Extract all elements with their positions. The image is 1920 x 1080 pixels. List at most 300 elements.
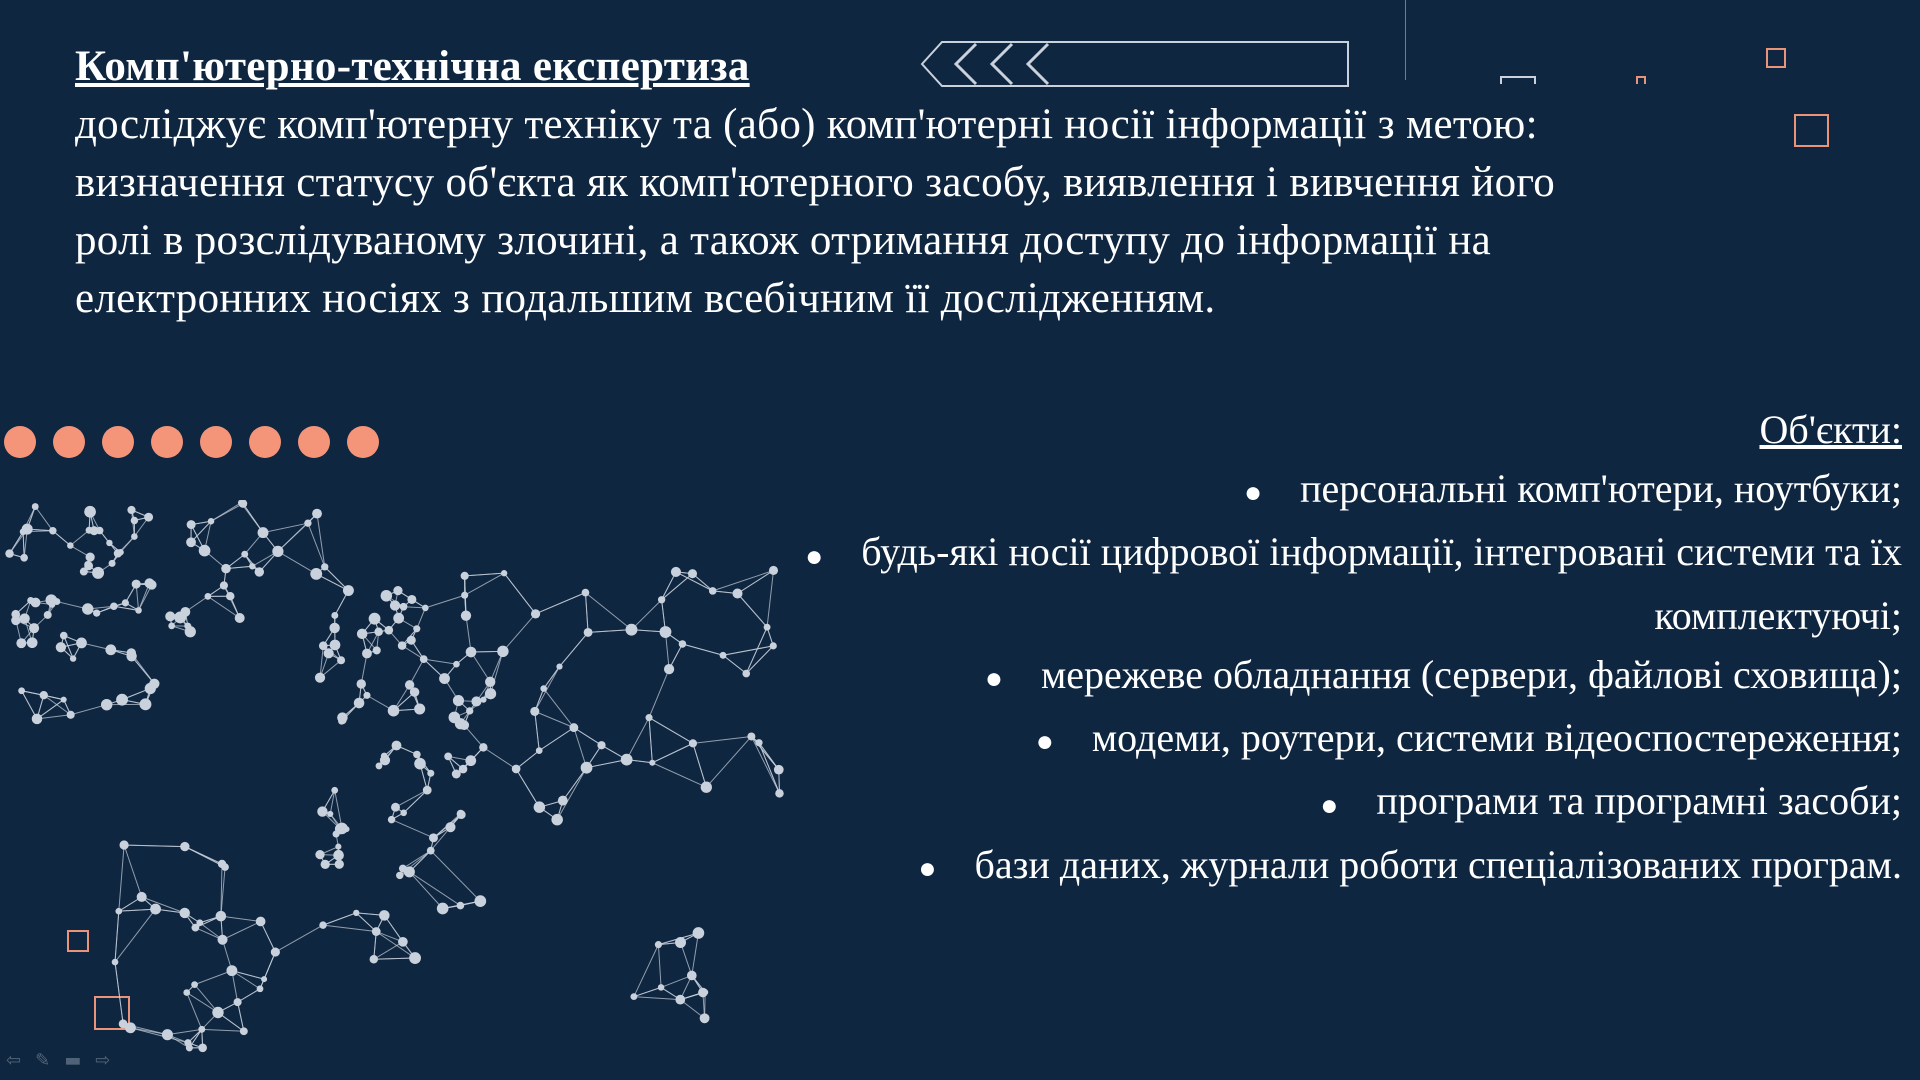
network-node (569, 723, 578, 732)
network-node (471, 696, 481, 706)
network-node (61, 697, 67, 703)
network-node (370, 955, 378, 963)
network-node (70, 655, 76, 661)
network-node (310, 568, 322, 580)
list-item (622, 645, 1902, 708)
network-link (535, 711, 539, 750)
network-node (165, 611, 175, 621)
network-link (130, 1028, 187, 1043)
network-node (357, 679, 366, 688)
network-node (31, 598, 41, 608)
objects-section (622, 400, 1902, 898)
network-node (122, 599, 129, 606)
network-node (131, 517, 138, 524)
network-link (115, 962, 123, 1024)
network-node (329, 623, 339, 633)
network-node (258, 527, 269, 538)
network-node (321, 563, 328, 570)
network-node (127, 506, 135, 514)
network-link (403, 851, 431, 869)
network-node (315, 850, 324, 859)
network-node (93, 609, 100, 616)
network-node (597, 741, 605, 749)
network-node (536, 747, 543, 754)
network-node (407, 636, 416, 645)
network-node (398, 937, 408, 947)
network-node (461, 572, 469, 580)
network-node (226, 965, 237, 976)
network-node (198, 1043, 207, 1052)
accent-dot (200, 426, 232, 458)
network-node (76, 638, 87, 649)
network-link (275, 925, 323, 952)
network-node (331, 612, 338, 619)
network-node (413, 625, 420, 632)
network-node (369, 613, 381, 625)
network-link (587, 760, 627, 768)
network-node (388, 816, 395, 823)
network-link (539, 728, 574, 751)
network-node (373, 646, 381, 654)
network-node (249, 563, 255, 569)
network-node (391, 803, 400, 812)
network-link (323, 925, 376, 931)
network-node (86, 553, 95, 562)
network-node (534, 801, 545, 812)
bullet-icon: ● (918, 851, 937, 885)
network-link (634, 945, 659, 997)
network-link (261, 921, 276, 952)
bullet-icon: ● (1035, 725, 1054, 759)
accent-dot (102, 426, 134, 458)
network-node (44, 611, 52, 619)
slideshow-toolbar (6, 1050, 110, 1071)
network-node (540, 685, 547, 692)
network-node (400, 603, 408, 611)
network-node (427, 847, 435, 855)
network-node (221, 564, 231, 574)
network-node (420, 655, 428, 663)
chevron-arrow-bar (920, 40, 1360, 90)
network-node (353, 910, 359, 916)
network-link (516, 751, 539, 769)
network-link (392, 820, 434, 838)
accent-dot (151, 426, 183, 458)
network-node (119, 840, 128, 849)
network-node (261, 976, 267, 982)
network-node (199, 545, 211, 557)
network-node (92, 567, 104, 579)
slides-icon[interactable]: ▬ (64, 1050, 82, 1071)
network-node (362, 649, 372, 659)
network-node (256, 917, 266, 927)
network-link (187, 993, 202, 1030)
accent-dot (347, 426, 379, 458)
network-link (504, 573, 535, 614)
network-node (321, 860, 330, 869)
network-node (140, 698, 152, 710)
network-node (393, 586, 402, 595)
network-node (427, 770, 434, 777)
network-node (385, 626, 394, 635)
network-node (239, 500, 248, 508)
network-node (337, 712, 348, 723)
network-node (221, 863, 229, 871)
list-item (622, 708, 1902, 771)
network-node (145, 578, 155, 588)
network-node (191, 981, 198, 988)
network-node (5, 549, 13, 557)
network-node (109, 560, 116, 567)
network-node (132, 580, 141, 589)
bullet-icon: ● (1244, 476, 1263, 510)
network-link (491, 651, 503, 693)
pen-icon[interactable]: ✎ (35, 1050, 51, 1071)
network-node (90, 526, 99, 535)
network-node (501, 570, 507, 576)
bullet-icon: ● (805, 539, 824, 573)
network-node (372, 927, 381, 936)
network-node (630, 993, 637, 1000)
slide-text (75, 38, 1635, 328)
network-node (220, 581, 228, 589)
network-node (444, 753, 452, 761)
network-node (531, 609, 540, 618)
network-node (106, 540, 112, 546)
network-node (466, 707, 473, 714)
network-node (185, 626, 196, 637)
network-node (485, 688, 496, 699)
divider-line (1405, 0, 1406, 80)
network-node (135, 607, 142, 614)
network-node (405, 680, 414, 689)
network-node (27, 637, 38, 648)
list-item-text: персональні комп'ютери, ноутбуки; (1300, 466, 1902, 511)
network-node (16, 638, 26, 648)
network-link (374, 958, 415, 959)
network-node (452, 770, 461, 779)
network-node (429, 833, 438, 842)
network-node (319, 921, 326, 928)
network-link (585, 593, 588, 633)
network-link (658, 945, 661, 988)
accent-dot (298, 426, 330, 458)
network-node (381, 753, 388, 760)
network-node (558, 796, 568, 806)
network-node (319, 641, 328, 650)
network-node (20, 554, 28, 562)
network-node (174, 612, 186, 624)
network-node (317, 806, 327, 816)
network-node (198, 1026, 205, 1033)
network-node (105, 644, 116, 655)
network-link (323, 913, 356, 925)
slide-description: досліджує комп'ютерну техніку та (або) комп'ютерні носії інформації з метою: визначення статусу об'єкта як комп'ютерного засобу, виявлення і вивчення його ролі в розслідуваному злочині, а також отримання доступу до інформації на електронних носіях з подальшим всебічним її дослідженням. (75, 101, 1556, 322)
network-link (557, 768, 586, 820)
network-node (423, 786, 432, 795)
network-node (216, 911, 227, 922)
network-node (396, 872, 403, 879)
network-node (304, 520, 311, 527)
network-node (208, 518, 214, 524)
network-node (241, 551, 248, 558)
list-item (622, 771, 1902, 834)
network-node (11, 616, 21, 626)
network-node (335, 824, 346, 835)
bullet-icon: ● (984, 661, 1003, 695)
network-link (503, 614, 536, 651)
network-node (422, 605, 429, 612)
network-node (693, 927, 705, 939)
network-node (658, 984, 665, 991)
network-node (457, 902, 465, 910)
network-link (466, 616, 471, 652)
network-node (584, 628, 593, 637)
network-node (414, 703, 425, 714)
objects-heading: Об'єкти: (1759, 407, 1902, 452)
network-node (700, 1013, 710, 1023)
network-node (381, 590, 393, 602)
network-link (692, 933, 699, 975)
network-node (186, 1044, 193, 1051)
network-node (453, 661, 460, 668)
network-node (582, 589, 590, 597)
network-node (324, 648, 334, 658)
network-link (516, 769, 539, 807)
list-item-text: будь-які носії цифрової інформації, інтегровані системи та їх комплектуючі; (861, 529, 1902, 638)
network-node (379, 910, 390, 921)
network-link (634, 997, 680, 1000)
network-node (80, 568, 88, 576)
network-node (354, 698, 365, 709)
network-node (675, 995, 685, 1005)
network-node (453, 695, 464, 706)
deco-square (1794, 114, 1829, 147)
network-node (117, 549, 123, 555)
network-link (221, 916, 261, 921)
network-node (40, 691, 48, 699)
network-node (465, 755, 476, 766)
list-item-text: модеми, роутери, системи відеоспостереження; (1091, 714, 1902, 760)
network-node (315, 673, 325, 683)
network-node (437, 903, 449, 915)
network-link (115, 911, 119, 962)
network-link (202, 1029, 244, 1031)
network-node (67, 542, 74, 549)
network-link (278, 551, 316, 573)
network-node (272, 546, 283, 557)
list-item (622, 459, 1902, 522)
network-link (195, 971, 232, 985)
network-node (125, 1022, 136, 1033)
network-node (474, 895, 486, 907)
network-node (183, 989, 190, 996)
network-node (675, 937, 686, 948)
network-link (465, 573, 504, 576)
network-node (168, 623, 175, 630)
list-item-text: бази даних, журнали роботи спеціалізованих програм. (974, 841, 1902, 887)
network-node (150, 904, 161, 915)
network-node (226, 592, 234, 600)
network-node (144, 513, 153, 522)
network-node (162, 1029, 173, 1040)
network-node (461, 592, 468, 599)
network-node (512, 765, 521, 774)
network-node (330, 640, 341, 651)
network-node (46, 594, 58, 606)
network-node (115, 908, 122, 915)
list-item-text: програми та програмні засоби; (1376, 778, 1902, 824)
accent-dot (249, 426, 281, 458)
network-node (255, 567, 264, 576)
network-node (530, 707, 539, 716)
network-link (23, 532, 24, 558)
network-link (483, 747, 516, 769)
network-link (308, 523, 325, 567)
network-link (574, 728, 602, 746)
network-node (187, 520, 196, 529)
network-node (149, 679, 159, 689)
network-node (393, 613, 404, 624)
network-node (337, 656, 345, 664)
network-link (70, 530, 89, 545)
network-node (60, 632, 68, 640)
network-node (116, 694, 128, 706)
network-node (18, 687, 25, 694)
network-node (56, 642, 66, 652)
network-node (333, 850, 344, 861)
network-node (581, 762, 593, 774)
back-arrow-icon[interactable]: ⇦ (6, 1050, 22, 1071)
network-node (19, 613, 29, 623)
network-node (331, 787, 338, 794)
network-node (363, 692, 370, 699)
network-link (536, 593, 586, 614)
network-node (466, 647, 477, 658)
forward-arrow-icon[interactable]: ⇨ (95, 1050, 111, 1071)
network-node (335, 844, 341, 850)
network-node (413, 751, 421, 759)
bullet-icon: ● (1320, 788, 1339, 822)
network-node (32, 503, 39, 510)
network-node (376, 763, 383, 770)
network-link (425, 595, 464, 608)
network-node (271, 948, 280, 957)
network-node (67, 711, 75, 719)
deco-square (1500, 76, 1536, 84)
network-node (399, 865, 407, 873)
list-item (622, 522, 1902, 644)
network-node (235, 613, 245, 623)
accent-dot (4, 426, 36, 458)
network-node (29, 623, 39, 633)
network-node (101, 699, 112, 710)
network-node (457, 810, 466, 819)
network-link (124, 845, 185, 847)
network-link (471, 652, 490, 682)
network-link (223, 921, 261, 939)
network-node (335, 860, 344, 869)
network-node (192, 924, 200, 932)
network-link (124, 845, 142, 897)
network-node (388, 705, 400, 717)
network-node (257, 985, 264, 992)
network-node (84, 561, 91, 568)
network-node (82, 603, 93, 614)
network-link (263, 523, 308, 532)
slide-title: Комп'ютерно-технічна експертиза (75, 43, 750, 90)
network-node (312, 509, 322, 519)
network-node (414, 758, 426, 770)
network-node (357, 629, 367, 639)
network-node (479, 743, 487, 751)
network-node (240, 1027, 248, 1035)
network-node (407, 595, 416, 604)
network-node (400, 809, 407, 816)
network-node (480, 697, 486, 703)
network-link (211, 504, 243, 522)
list-item (622, 835, 1902, 898)
network-node (439, 673, 450, 684)
network-node (459, 720, 469, 730)
network-node (137, 892, 147, 902)
deco-square (1636, 76, 1646, 84)
accent-dots-row (4, 426, 379, 458)
network-link (115, 909, 156, 962)
network-node (218, 935, 228, 945)
network-node (131, 533, 138, 540)
network-node (180, 842, 189, 851)
network-node (497, 646, 508, 657)
network-link (119, 909, 156, 911)
network-link (132, 656, 155, 683)
network-link (119, 845, 124, 911)
list-item-text: мережеве обладнання (сервери, файлові сховища); (1040, 651, 1902, 697)
network-node (84, 506, 96, 518)
network-node (22, 524, 33, 535)
network-node (234, 998, 242, 1006)
network-node (687, 971, 697, 981)
network-link (317, 514, 325, 567)
network-node (392, 741, 402, 751)
network-node (343, 585, 354, 596)
network-link (544, 667, 560, 689)
network-node (390, 600, 400, 610)
network-node (327, 811, 333, 817)
network-node (655, 941, 662, 948)
network-link (395, 790, 427, 807)
network-node (212, 1007, 223, 1018)
network-link (35, 507, 53, 531)
network-node (205, 593, 212, 600)
network-link (563, 768, 587, 801)
network-node (112, 959, 119, 966)
network-node (702, 989, 708, 995)
network-node (445, 822, 455, 832)
network-node (110, 602, 118, 610)
network-node (551, 814, 562, 825)
network-node (186, 537, 196, 547)
network-node (374, 627, 382, 635)
network-node (485, 677, 495, 687)
accent-dot (53, 426, 85, 458)
network-node (398, 641, 407, 650)
network-node (461, 611, 471, 621)
network-node (49, 527, 56, 534)
objects-list (622, 459, 1902, 898)
network-node (180, 908, 190, 918)
network-link (374, 942, 403, 959)
